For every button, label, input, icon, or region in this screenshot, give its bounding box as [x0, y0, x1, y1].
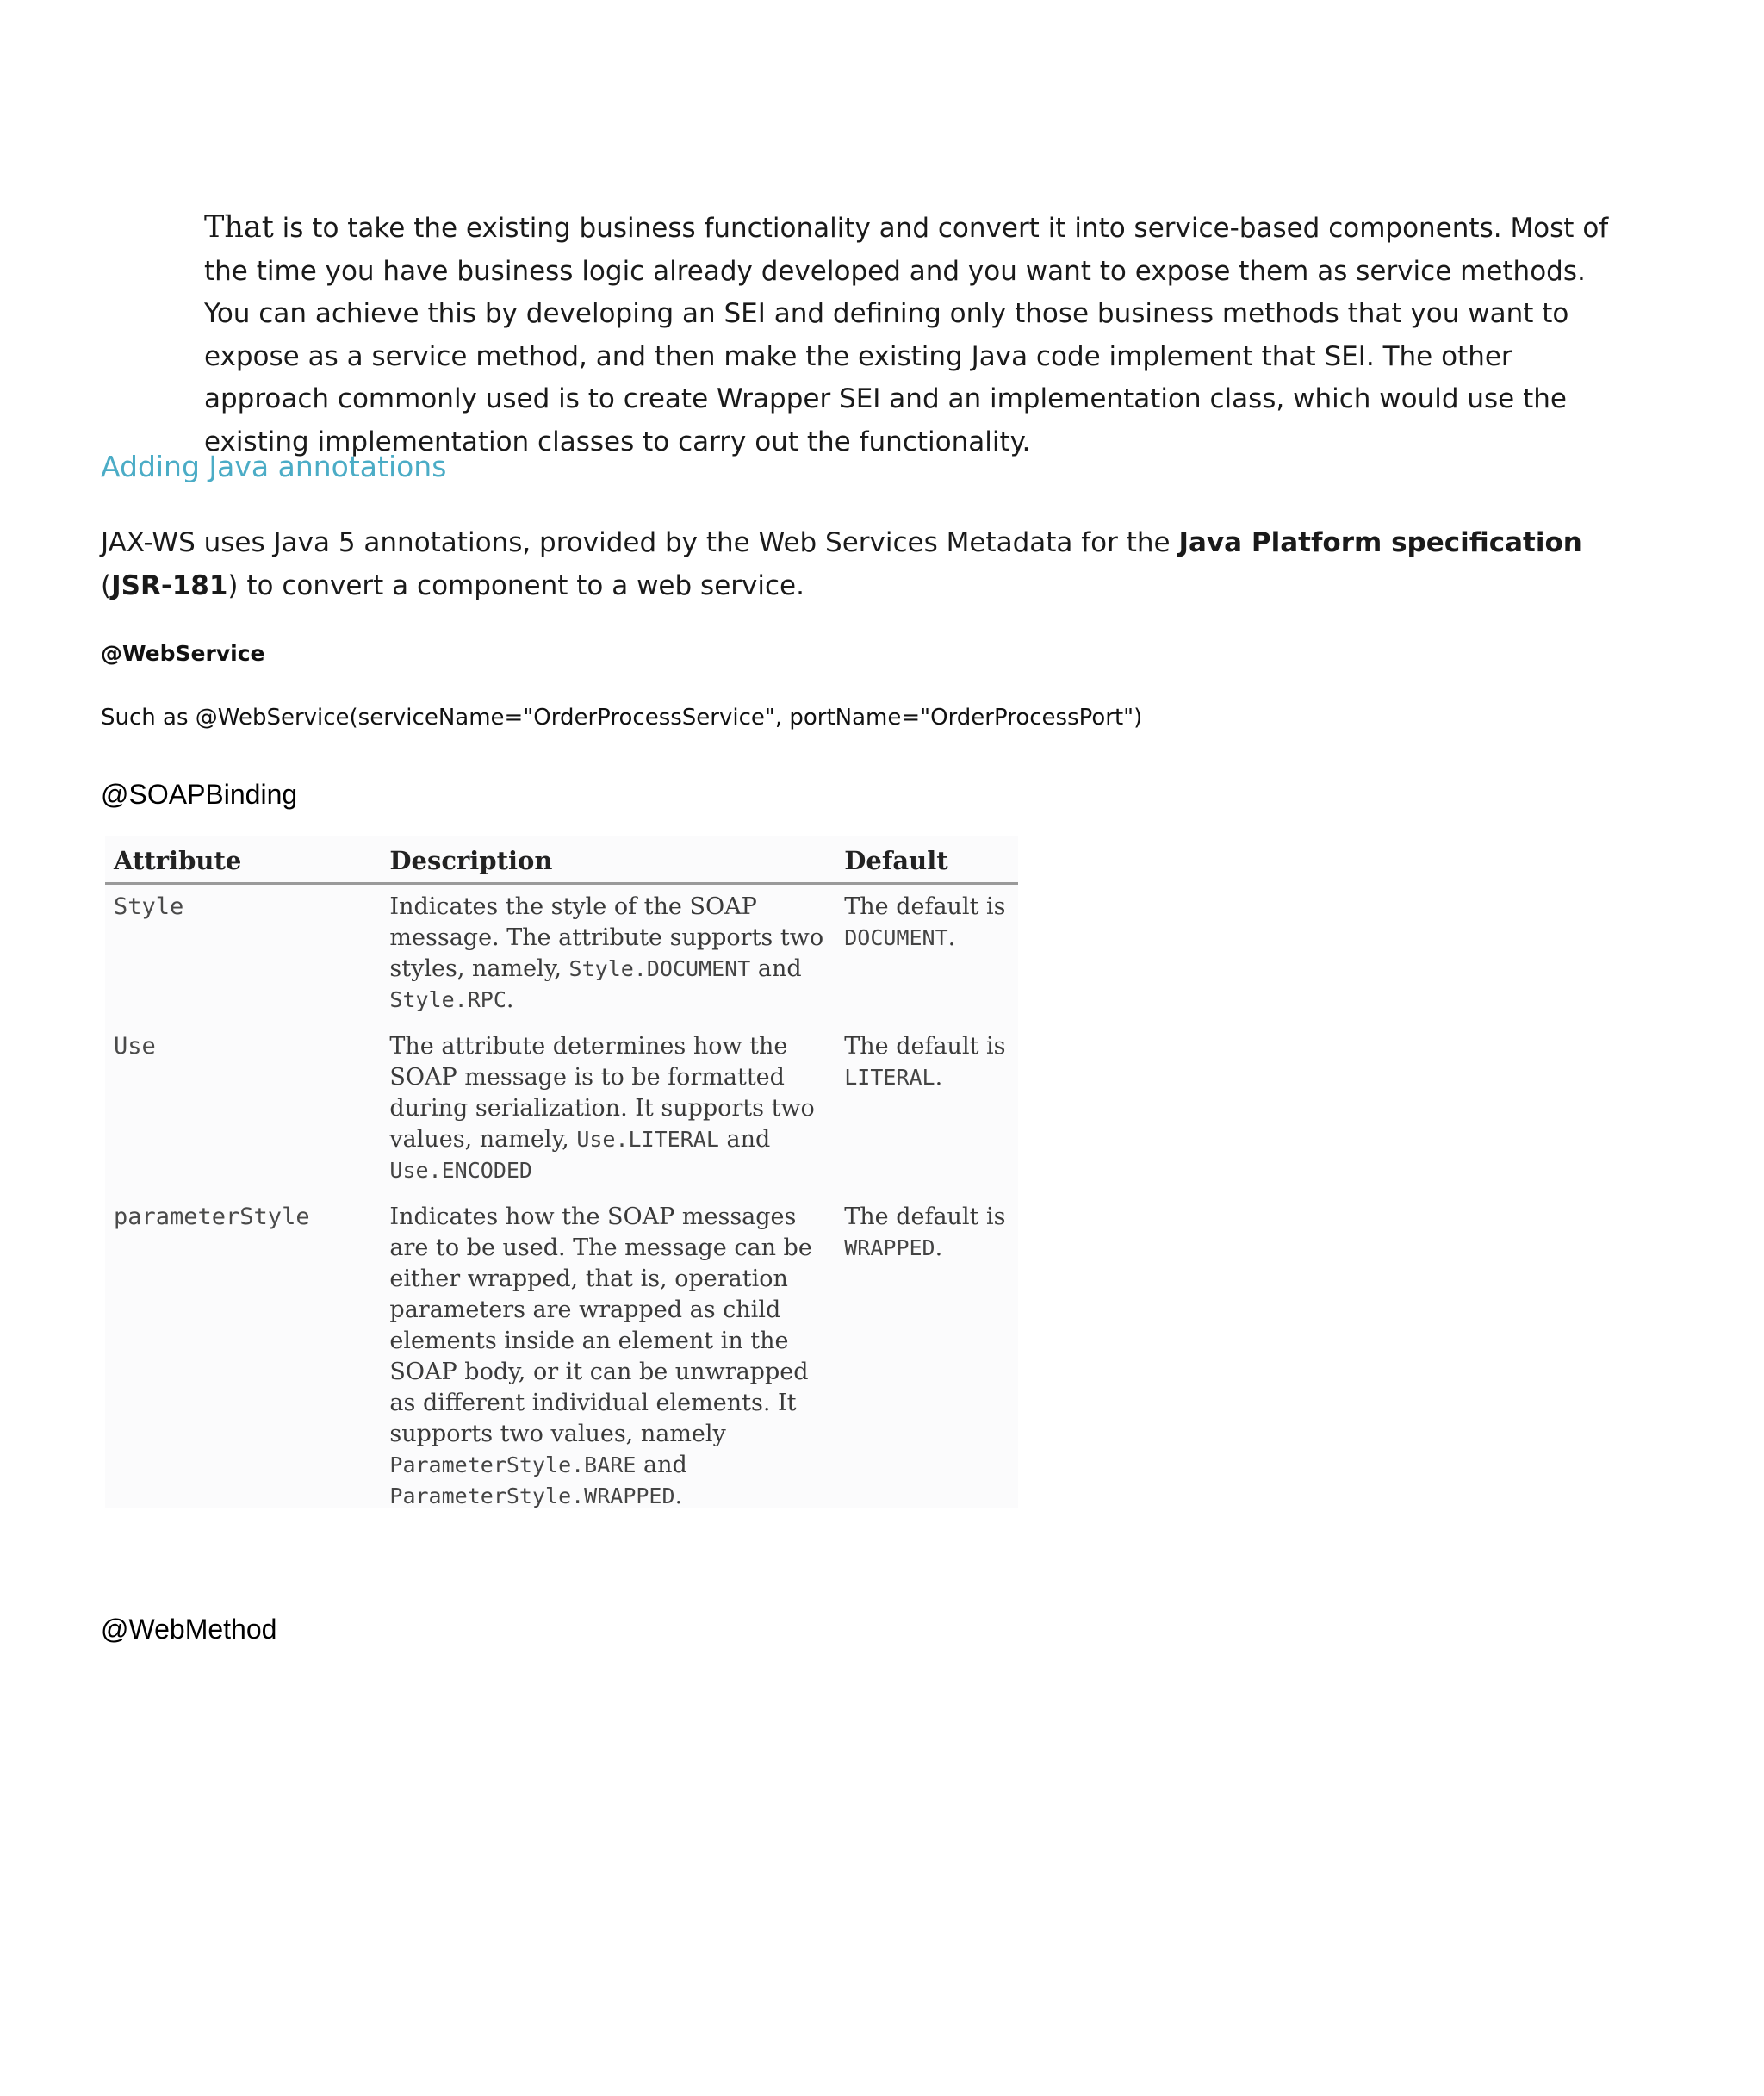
default-cell	[835, 884, 1018, 1025]
section-heading: Adding Java annotations	[101, 450, 447, 483]
description-text: and	[718, 1126, 771, 1153]
description-code: Use.LITERAL	[576, 1127, 719, 1152]
default-cell	[835, 1195, 1018, 1521]
description-cell	[381, 884, 835, 1025]
webservice-heading: @WebService	[101, 641, 265, 666]
jaxws-text-3: ) to convert a component to a web service.	[227, 569, 804, 601]
default-text: The default is	[844, 893, 1006, 920]
description-text: and	[636, 1452, 687, 1478]
header-description: Description	[381, 836, 835, 884]
table-header-row	[105, 836, 1018, 884]
jaxws-text-2: (	[101, 569, 112, 601]
jaxws-bold-1: Java Platform specification	[1178, 527, 1582, 558]
default-code: LITERAL	[844, 1065, 935, 1090]
intro-text: is to take the existing business functionality and convert it into service-based components. Most of the time you have business logic already developed and you want to expose them as service methods. You can achieve this by developing an SEI and defining only those business methods that you want to expose as a service method, and then make the existing Java code implement that SEI. The other approach commonly used is to create Wrapper SEI and an implementation class, which would use the existing implementation classes to carry out the functionality.	[204, 213, 1609, 457]
table-row	[105, 1024, 1018, 1195]
intro-paragraph	[204, 207, 1634, 463]
description-text: and	[750, 955, 802, 982]
attribute-cell: Use	[114, 1033, 156, 1060]
default-text: .	[935, 1235, 943, 1261]
default-text: .	[947, 924, 956, 951]
header-default: Default	[835, 836, 1018, 884]
default-code: WRAPPED	[844, 1235, 935, 1260]
webservice-example: Such as @WebService(serviceName="OrderProcessService", portName="OrderProcessPort")	[101, 705, 1143, 731]
description-text: Indicates the style of the SOAP message. The attribute supports two styles, namely,	[389, 893, 824, 982]
default-text: The default is	[844, 1033, 1006, 1060]
description-text: Indicates how the SOAP messages are to be used. The message can be either wrapped, that is, operation parameters are wrapped as child elements inside an element in the SOAP body, or it can be unwrapped as different individual elements. It supports two values, namely	[389, 1203, 812, 1447]
default-cell	[835, 1024, 1018, 1195]
webmethod-heading: @WebMethod	[101, 1614, 277, 1645]
default-code: DOCUMENT	[844, 925, 948, 950]
description-code: ParameterStyle.WRAPPED	[389, 1483, 675, 1508]
description-text: .	[506, 986, 514, 1013]
table-row	[105, 1195, 1018, 1521]
description-text: .	[674, 1483, 683, 1509]
header-attribute: Attribute	[105, 836, 381, 884]
jaxws-text-1: JAX-WS uses Java 5 annotations, provided by the Web Services Metadata for the	[101, 527, 1179, 558]
description-cell	[381, 1024, 835, 1195]
intro-first-word: That	[204, 210, 274, 245]
description-cell	[381, 1195, 835, 1521]
soapbinding-table	[105, 836, 1018, 1521]
description-code: ParameterStyle.BARE	[389, 1452, 637, 1477]
soapbinding-heading: @SOAPBinding	[101, 779, 298, 810]
description-code: Style.RPC	[389, 987, 506, 1012]
attribute-cell: parameterStyle	[114, 1203, 310, 1230]
jaxws-paragraph	[101, 522, 1651, 607]
table-row	[105, 884, 1018, 1025]
attribute-cell: Style	[114, 893, 184, 920]
soapbinding-table-image	[105, 836, 1018, 1508]
description-text: The attribute determines how the SOAP message is to be formatted during serialization. It supports two values, namely,	[389, 1033, 815, 1153]
description-code: Style.DOCUMENT	[568, 956, 751, 981]
description-code: Use.ENCODED	[389, 1158, 532, 1183]
default-text: .	[935, 1064, 943, 1091]
jaxws-bold-2: JSR-181	[111, 569, 228, 601]
default-text: The default is	[844, 1203, 1006, 1230]
